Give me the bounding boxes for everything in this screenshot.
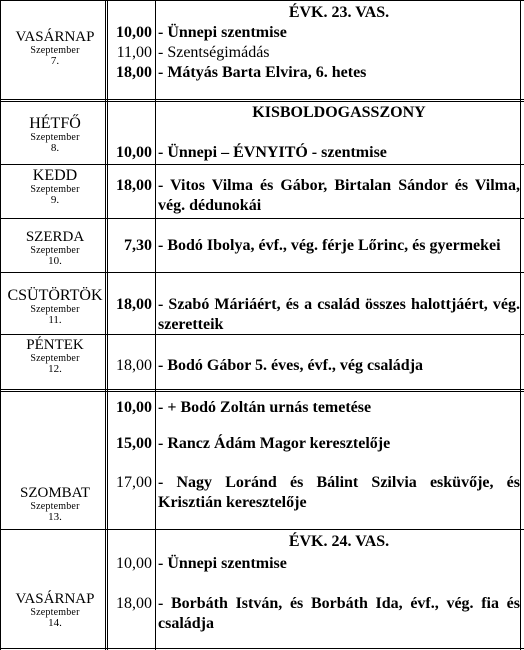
- day-number: 13.: [48, 511, 62, 524]
- day-number: 9.: [50, 194, 60, 207]
- mass-time: 10,00: [116, 24, 152, 41]
- day-name: KEDD: [32, 167, 78, 184]
- mass-intention: - Mátyás Barta Elvira, 6. hetes: [158, 64, 367, 81]
- day-name: SZOMBAT: [19, 485, 90, 501]
- day-month: Szeptember: [30, 606, 80, 618]
- day-number: 7.: [50, 55, 60, 68]
- section-header: ÉVK. 23. VAS.: [288, 4, 390, 21]
- mass-time: 10,00: [116, 144, 152, 161]
- row-border: [0, 164, 524, 165]
- row-border: [0, 99, 524, 102]
- mass-intention: - Ünnepi – ÉVNYITÓ - szentmise: [158, 144, 387, 161]
- mass-intention: - Szabó Máriáért, és a család összes halottjáért, vég. szeretteik: [158, 296, 520, 333]
- mass-intention: - + Bodó Zoltán urnás temetése: [158, 399, 372, 416]
- day-name: SZERDA: [25, 229, 85, 245]
- day-cell: [0, 592, 110, 630]
- day-number: 14.: [48, 617, 62, 630]
- mass-time: 18,00: [116, 595, 152, 612]
- day-name: PÉNTEK: [26, 337, 84, 353]
- mass-intention: - Szentségimádás: [158, 44, 270, 61]
- mass-time: 15,00: [116, 435, 152, 452]
- day-month: Szeptember: [30, 44, 80, 56]
- mass-time: 7,30: [124, 237, 152, 254]
- row-border: [0, 389, 524, 392]
- mass-intention: - Rancz Ádám Magor keresztelője: [158, 435, 391, 452]
- mass-time: 18,00: [116, 177, 152, 194]
- day-cell: [0, 338, 110, 376]
- mass-time: 17,00: [116, 474, 152, 491]
- row-border: [0, 218, 524, 219]
- row-border: [0, 272, 524, 273]
- day-number: 10.: [48, 255, 62, 268]
- mass-intention: - Vitos Vilma és Gábor, Birtalan Sándor és Vilma, vég. dédunokái: [158, 177, 520, 214]
- mass-intention: - Ünnepi szentmise: [158, 555, 287, 572]
- day-cell: [0, 168, 110, 207]
- day-number: 8.: [50, 142, 60, 155]
- section-header: ÉVK. 24. VAS.: [288, 533, 390, 550]
- mass-time: 11,00: [116, 44, 152, 61]
- day-month: Szeptember: [30, 244, 80, 256]
- row-border: [0, 648, 524, 649]
- mass-intention: - Bodó Gábor 5. éves, évf., vég családja: [158, 357, 424, 374]
- day-number: 11.: [48, 314, 62, 327]
- day-month: Szeptember: [30, 500, 80, 512]
- mass-intention: - Borbáth István, és Borbáth Ida, évf., vég. fia és családja: [158, 595, 520, 632]
- column-border: [155, 0, 156, 650]
- day-name: CSÜTÖRTÖK: [7, 287, 103, 304]
- mass-time: 10,00: [116, 399, 152, 416]
- mass-time: 18,00: [116, 296, 152, 313]
- day-cell: [0, 30, 110, 68]
- column-border: [520, 0, 521, 650]
- mass-time: 18,00: [116, 357, 152, 374]
- day-name: VASÁRNAP: [15, 29, 95, 45]
- row-border: [0, 529, 524, 530]
- day-number: 12.: [48, 363, 62, 376]
- day-month: Szeptember: [30, 303, 80, 315]
- day-cell: [0, 486, 110, 524]
- day-name: HÉTFŐ: [29, 115, 81, 132]
- day-month: Szeptember: [30, 183, 80, 195]
- mass-intention: - Bodó Ibolya, évf., vég. férje Lőrinc, és gyermekei: [158, 237, 501, 254]
- row-border: [0, 0, 524, 1]
- day-name: VASÁRNAP: [15, 591, 95, 607]
- mass-time: 18,00: [116, 64, 152, 81]
- day-month: Szeptember: [30, 352, 80, 364]
- day-month: Szeptember: [30, 131, 80, 143]
- day-cell: [0, 288, 110, 327]
- day-cell: [0, 230, 110, 268]
- day-cell: [0, 116, 110, 155]
- section-header: KISBOLDOGASSZONY: [252, 104, 426, 121]
- mass-intention: - Ünnepi szentmise: [158, 24, 287, 41]
- mass-time: 10,00: [116, 555, 152, 572]
- mass-intention: - Nagy Loránd és Bálint Szilvia esküvője, és Krisztián keresztelője: [158, 474, 520, 511]
